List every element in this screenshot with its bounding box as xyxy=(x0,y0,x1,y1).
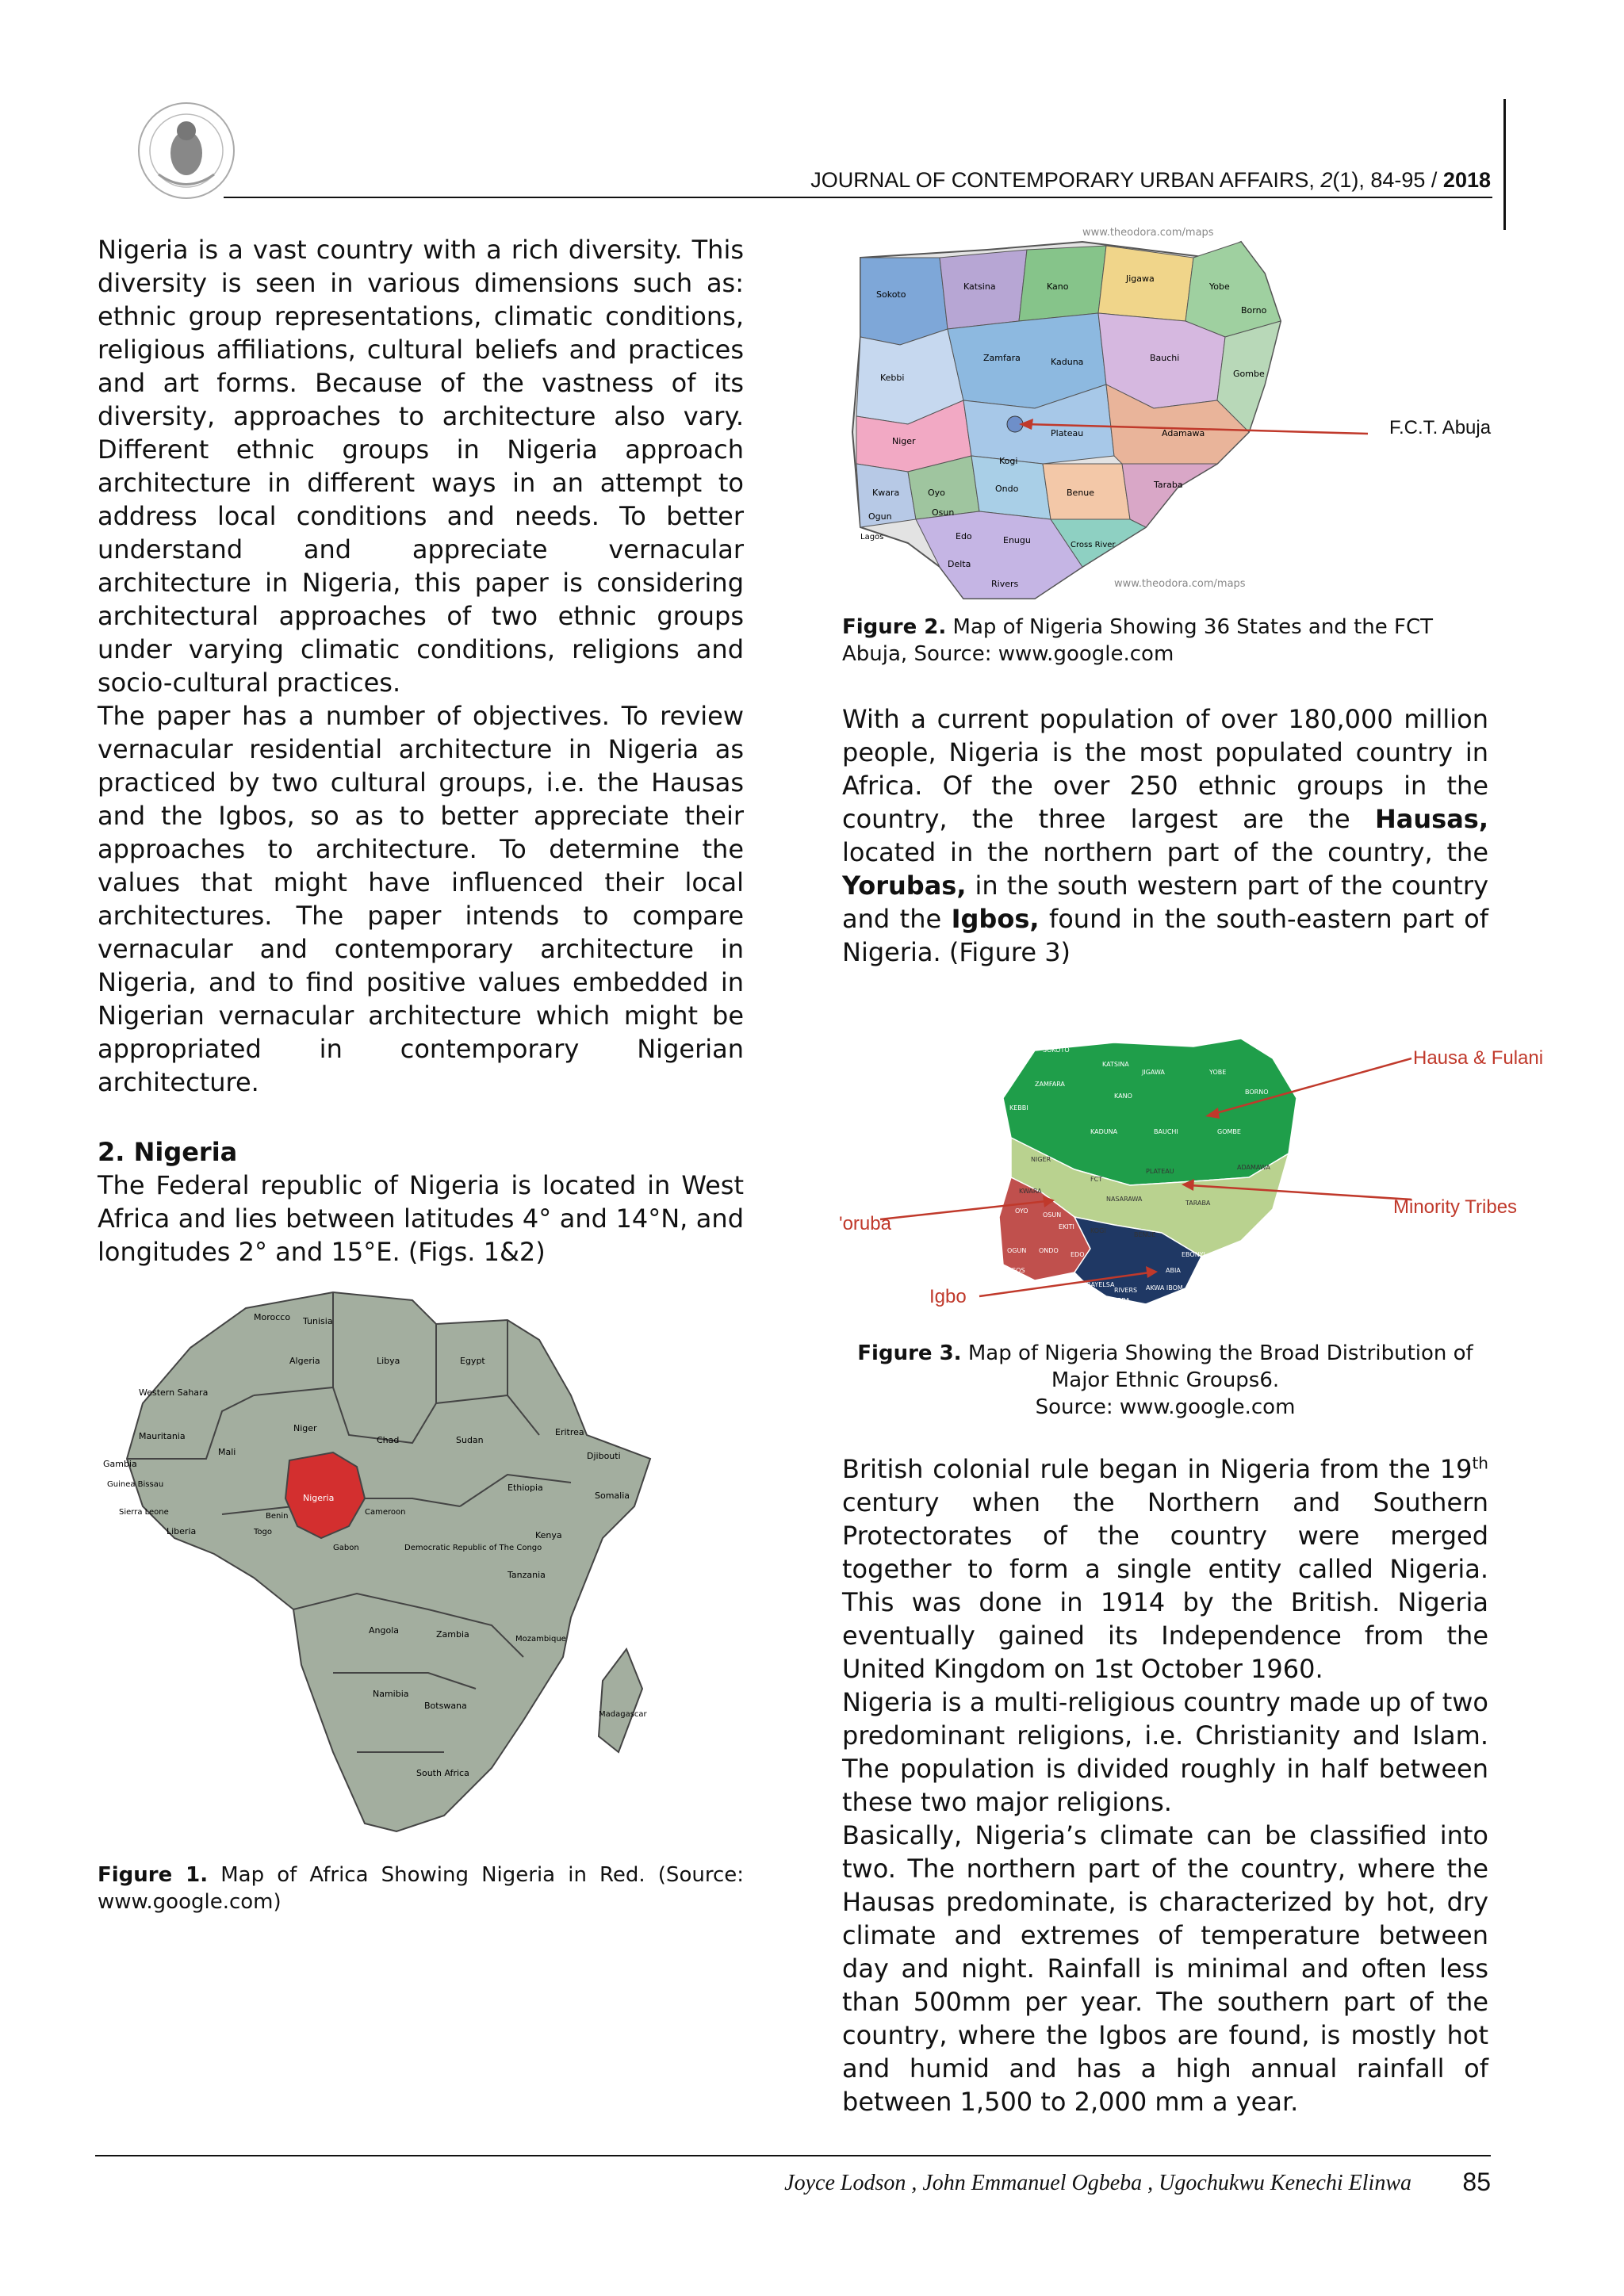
label-western-sahara: Western Sahara xyxy=(139,1387,209,1398)
figure-1-caption xyxy=(98,1862,744,1915)
fig2-edo: Edo xyxy=(956,531,972,541)
fig3-nasarawa: NASARAWA xyxy=(1106,1196,1143,1203)
fig3-edo: EDO xyxy=(1071,1251,1085,1258)
fig2-borno: Borno xyxy=(1241,305,1267,316)
label-guinea-bissau: Guinea Bissau xyxy=(107,1480,164,1489)
fig2-oyo: Oyo xyxy=(928,488,945,498)
figure-2-text: Map of Nigeria Showing 36 States and the FCT Abuja, Source: www.google.com xyxy=(842,615,1433,666)
fig2-cross-river: Cross River xyxy=(1071,541,1116,549)
header-rule xyxy=(224,197,1492,198)
label-namibia: Namibia xyxy=(373,1689,409,1699)
fig3-oyo: OYO xyxy=(1015,1207,1028,1215)
fig2-kogi: Kogi xyxy=(999,456,1018,466)
fig2-kebbi: Kebbi xyxy=(880,373,905,383)
fig3-kaduna: KADUNA xyxy=(1090,1128,1118,1135)
label-liberia: Liberia xyxy=(167,1526,197,1536)
right-p2-a: British colonial rule began in Nigeria from the 19 xyxy=(842,1454,1473,1484)
figure-1-text: Map of Africa Showing Nigeria in Red. (Source: www.google.com) xyxy=(98,1863,744,1914)
fig3-lagos: LAGOS xyxy=(1003,1267,1025,1274)
fig2-plateau: Plateau xyxy=(1051,428,1084,438)
fig2-watermark-bottom: www.theodora.com/maps xyxy=(1114,578,1246,590)
fig2-katsina: Katsina xyxy=(963,281,996,292)
label-zambia: Zambia xyxy=(436,1629,469,1640)
fig2-jigawa: Jigawa xyxy=(1126,274,1155,284)
fig3-yobe: YOBE xyxy=(1209,1069,1227,1076)
fig2-taraba: Taraba xyxy=(1154,480,1183,490)
fig2-gombe: Gombe xyxy=(1233,369,1265,379)
right-p1-b: located in the northern part of the country, the xyxy=(842,837,1488,867)
fig3-annotation-igbo: Igbo xyxy=(929,1286,967,1307)
label-kenya: Kenya xyxy=(535,1530,562,1540)
right-p1-hausas: Hausas, xyxy=(1375,804,1488,834)
label-mauritania: Mauritania xyxy=(139,1431,186,1441)
figure-3-label: Figure 3. xyxy=(857,1341,962,1365)
fig2-rivers: Rivers xyxy=(991,579,1019,589)
label-niger: Niger xyxy=(293,1423,317,1433)
right-p2-b: century when the Northern and Southern Protectorates of the country were merged together to form a single entity called Nigeria. This was done in 1914 by the British. Nigeria eventually gained its Independence from the United Kingdom on 1st October 1960. xyxy=(842,1487,1488,1684)
label-libya: Libya xyxy=(377,1356,400,1366)
label-madagascar: Madagascar xyxy=(599,1710,647,1719)
right-p1-a: With a current population of over 180,000 million people, Nigeria is the most populated country in Africa. Of the over 250 ethnic groups in the country, the three largest are the xyxy=(842,704,1488,834)
fig3-taraba: TARABA xyxy=(1185,1200,1211,1207)
figure-1-africa-map xyxy=(95,1276,714,1863)
label-nigeria: Nigeria xyxy=(303,1493,335,1503)
fig3-sokoto: SOKOTO xyxy=(1043,1047,1070,1054)
label-egypt: Egypt xyxy=(460,1356,485,1366)
fig3-annotation-yoruba: 'oruba xyxy=(839,1213,891,1234)
label-drc: Democratic Republic of The Congo xyxy=(404,1544,542,1552)
label-botswana: Botswana xyxy=(424,1701,467,1711)
fig2-kaduna: Kaduna xyxy=(1051,357,1084,367)
footer-rule xyxy=(95,2155,1491,2156)
right-p2-sup: th xyxy=(1472,1453,1488,1473)
fig3-ebonyi: EBONYI xyxy=(1182,1251,1205,1258)
label-sierra-leone: Sierra Leone xyxy=(119,1508,169,1517)
header-journal: JOURNAL OF CONTEMPORARY URBAN AFFAIRS, xyxy=(810,168,1321,192)
fig3-niger: NIGER xyxy=(1031,1156,1051,1163)
fig3-kano: KANO xyxy=(1114,1093,1132,1100)
fig3-bauchi: BAUCHI xyxy=(1154,1128,1178,1135)
right-p1-d: found in the south-eastern part of Nigeria. (Figure 3) xyxy=(842,904,1489,967)
fig3-fct: FCT xyxy=(1090,1176,1103,1183)
fig3-kogi: KOGI xyxy=(1090,1227,1106,1234)
fig3-zamfara: ZAMFARA xyxy=(1035,1081,1065,1088)
fig3-akwa-ibom: AKWA IBOM xyxy=(1146,1284,1183,1292)
running-header xyxy=(749,168,1491,193)
fig2-adamawa: Adamawa xyxy=(1162,428,1205,438)
fig3-katsina: KATSINA xyxy=(1102,1061,1129,1068)
fig3-borno: BORNO xyxy=(1245,1089,1269,1096)
fig3-annotation-arrows xyxy=(833,1035,1546,1320)
label-cameroon: Cameroon xyxy=(365,1508,406,1517)
figure-3-line-1: Map of Nigeria Showing the Broad Distribution of xyxy=(961,1341,1473,1365)
fig2-zamfara: Zamfara xyxy=(983,353,1021,363)
fig2-kwara: Kwara xyxy=(872,488,900,498)
fig3-anambra: ANAMBRA xyxy=(1098,1297,1131,1304)
right-p1-c: in the south western part of the country and the xyxy=(842,871,1488,934)
right-p1-igbos: Igbos, xyxy=(951,904,1040,934)
figure-2-caption xyxy=(842,614,1488,668)
left-paragraph-1: Nigeria is a vast country with a rich diversity. This diversity is seen in various dimensions such as: ethnic group representations, climatic conditions, religious affiliations, cultural beliefs and practices and art forms. Because of the vastness of its diversity, approaches to architecture also vary. Different ethnic groups in Nigeria approach architecture in different ways in an attempt to address local conditions and needs. To better understand and appreciate vernacular architecture in Nigeria, this paper is considering architectural approaches of two ethnic groups under varying climatic conditions, religions and socio-cultural practices. xyxy=(98,235,744,698)
fig3-gombe: GOMBE xyxy=(1217,1128,1241,1135)
fig3-rivers: RIVERS xyxy=(1114,1287,1138,1294)
figure-3-caption-line-1 xyxy=(842,1340,1488,1367)
fig2-kano: Kano xyxy=(1047,281,1069,292)
fig3-annotation-hausa-fulani: Hausa & Fulani xyxy=(1413,1047,1544,1069)
fig2-yobe: Yobe xyxy=(1209,281,1230,292)
fig2-bauchi: Bauchi xyxy=(1150,353,1180,363)
label-algeria: Algeria xyxy=(289,1356,320,1366)
fig3-ondo: ONDO xyxy=(1039,1247,1059,1254)
right-paragraph-2 xyxy=(842,1452,1488,1686)
fig2-watermark-top: www.theodora.com/maps xyxy=(1082,227,1214,239)
right-paragraph-4: Basically, Nigeria’s climate can be classified into two. The northern part of the country, where the Hausas predominate, is characterized by hot, dry climate and extremes of temperature between day and night. Rainfall is minimal and often less than 500mm per year. The southern part of the country, where the Igbos are found, is mostly hot and humid and has a high annual rainfall of between 1,500 to 2,000 mm a year. xyxy=(842,1820,1488,2117)
right-paragraph-3: Nigeria is a multi-religious country made up of two predominant religions, i.e. Christianity and Islam. The population is divided roughly in half between these two major religions. xyxy=(842,1687,1488,1817)
label-mozambique: Mozambique xyxy=(515,1635,566,1644)
right-paragraph-1 xyxy=(842,702,1488,969)
footer-authors: Joyce Lodson , John Emmanuel Ogbeba , Ugochukwu Kenechi Elinwa xyxy=(784,2171,1411,2195)
fig3-ekiti: EKITI xyxy=(1059,1223,1074,1230)
fig2-ondo: Ondo xyxy=(995,484,1019,494)
label-ethiopia: Ethiopia xyxy=(508,1483,543,1493)
label-djibouti: Djibouti xyxy=(587,1451,621,1461)
figure-1-label: Figure 1. xyxy=(98,1863,209,1887)
fig3-ogun: OGUN xyxy=(1007,1247,1027,1254)
label-eritrea: Eritrea xyxy=(555,1427,584,1437)
fig3-osun: OSUN xyxy=(1043,1211,1062,1219)
label-benin: Benin xyxy=(266,1512,289,1521)
section-heading-nigeria: 2. Nigeria xyxy=(98,1137,238,1167)
figure-3-caption xyxy=(842,1340,1488,1421)
fig3-benue: BENUE xyxy=(1134,1231,1156,1238)
header-year: 2018 xyxy=(1442,168,1491,192)
fig2-osun: Osun xyxy=(932,507,955,518)
label-gabon: Gabon xyxy=(333,1544,359,1552)
figure-3-line-3: Source: www.google.com xyxy=(1035,1395,1296,1419)
fig3-abia: ABIA xyxy=(1166,1267,1181,1274)
label-tanzania: Tanzania xyxy=(508,1570,546,1580)
right-p1-yorubas: Yorubas, xyxy=(842,871,967,901)
label-gambia: Gambia xyxy=(103,1459,137,1469)
fig2-sokoto: Sokoto xyxy=(876,289,906,300)
journal-seal-logo xyxy=(135,99,238,202)
fig2-delta: Delta xyxy=(948,559,971,569)
label-somalia: Somalia xyxy=(595,1490,630,1501)
fig2-lagos: Lagos xyxy=(860,533,884,541)
label-south-africa: South Africa xyxy=(416,1768,469,1778)
fig2-enugu: Enugu xyxy=(1003,535,1031,545)
fig3-kebbi: KEBBI xyxy=(1009,1104,1028,1112)
fig3-enugu: ENUGU xyxy=(1130,1303,1153,1310)
fig3-jigawa: JIGAWA xyxy=(1142,1069,1165,1076)
fig2-niger: Niger xyxy=(892,436,916,446)
fig3-adamawa: ADAMAWA xyxy=(1237,1164,1270,1171)
fig3-plateau: PLATEAU xyxy=(1146,1168,1174,1175)
header-vertical-rule xyxy=(1503,99,1506,230)
left-paragraph-2: The paper has a number of objectives. To review vernacular residential architecture in Nigeria as practiced by two cultural groups, i.e. the Hausas and the Igbos, so as to better appreciate their approaches to architecture. To determine the values that might have influenced their local architectures. The paper intends to compare vernacular and contemporary architecture in Nigeria, and to find positive values embedded in Nigerian vernacular architecture which might be appropriated in contemporary Nigerian architecture. xyxy=(98,701,744,1097)
label-tunisia: Tunisia xyxy=(303,1316,333,1326)
fig2-benue: Benue xyxy=(1067,488,1095,498)
figure-3-line-2: Major Ethnic Groups6. xyxy=(1051,1368,1280,1392)
figure-2-label: Figure 2. xyxy=(842,615,947,639)
label-chad: Chad xyxy=(377,1435,400,1445)
fig2-annotation-fct-abuja: F.C.T. Abuja xyxy=(1389,417,1492,438)
fig3-kwara: KWARA xyxy=(1019,1188,1042,1195)
label-morocco: Morocco xyxy=(254,1312,291,1322)
label-mali: Mali xyxy=(218,1447,236,1457)
label-angola: Angola xyxy=(369,1625,400,1636)
footer-page-number: 85 xyxy=(1462,2168,1491,2196)
header-volume: 2 xyxy=(1320,168,1333,192)
label-togo: Togo xyxy=(254,1528,272,1536)
left-paragraph-3: The Federal republic of Nigeria is located in West Africa and lies between latitudes 4° and 14°N, and longitudes 2° and 15°E. (Figs. 1&2) xyxy=(98,1170,744,1267)
fig3-bayelsa: BAYELSA xyxy=(1086,1281,1115,1288)
header-issue-pages: (1), 84-95 / xyxy=(1332,168,1443,192)
label-sudan: Sudan xyxy=(456,1435,484,1445)
fig2-ogun: Ogun xyxy=(868,511,892,522)
fig3-annotation-minority-tribes: Minority Tribes xyxy=(1393,1196,1518,1218)
